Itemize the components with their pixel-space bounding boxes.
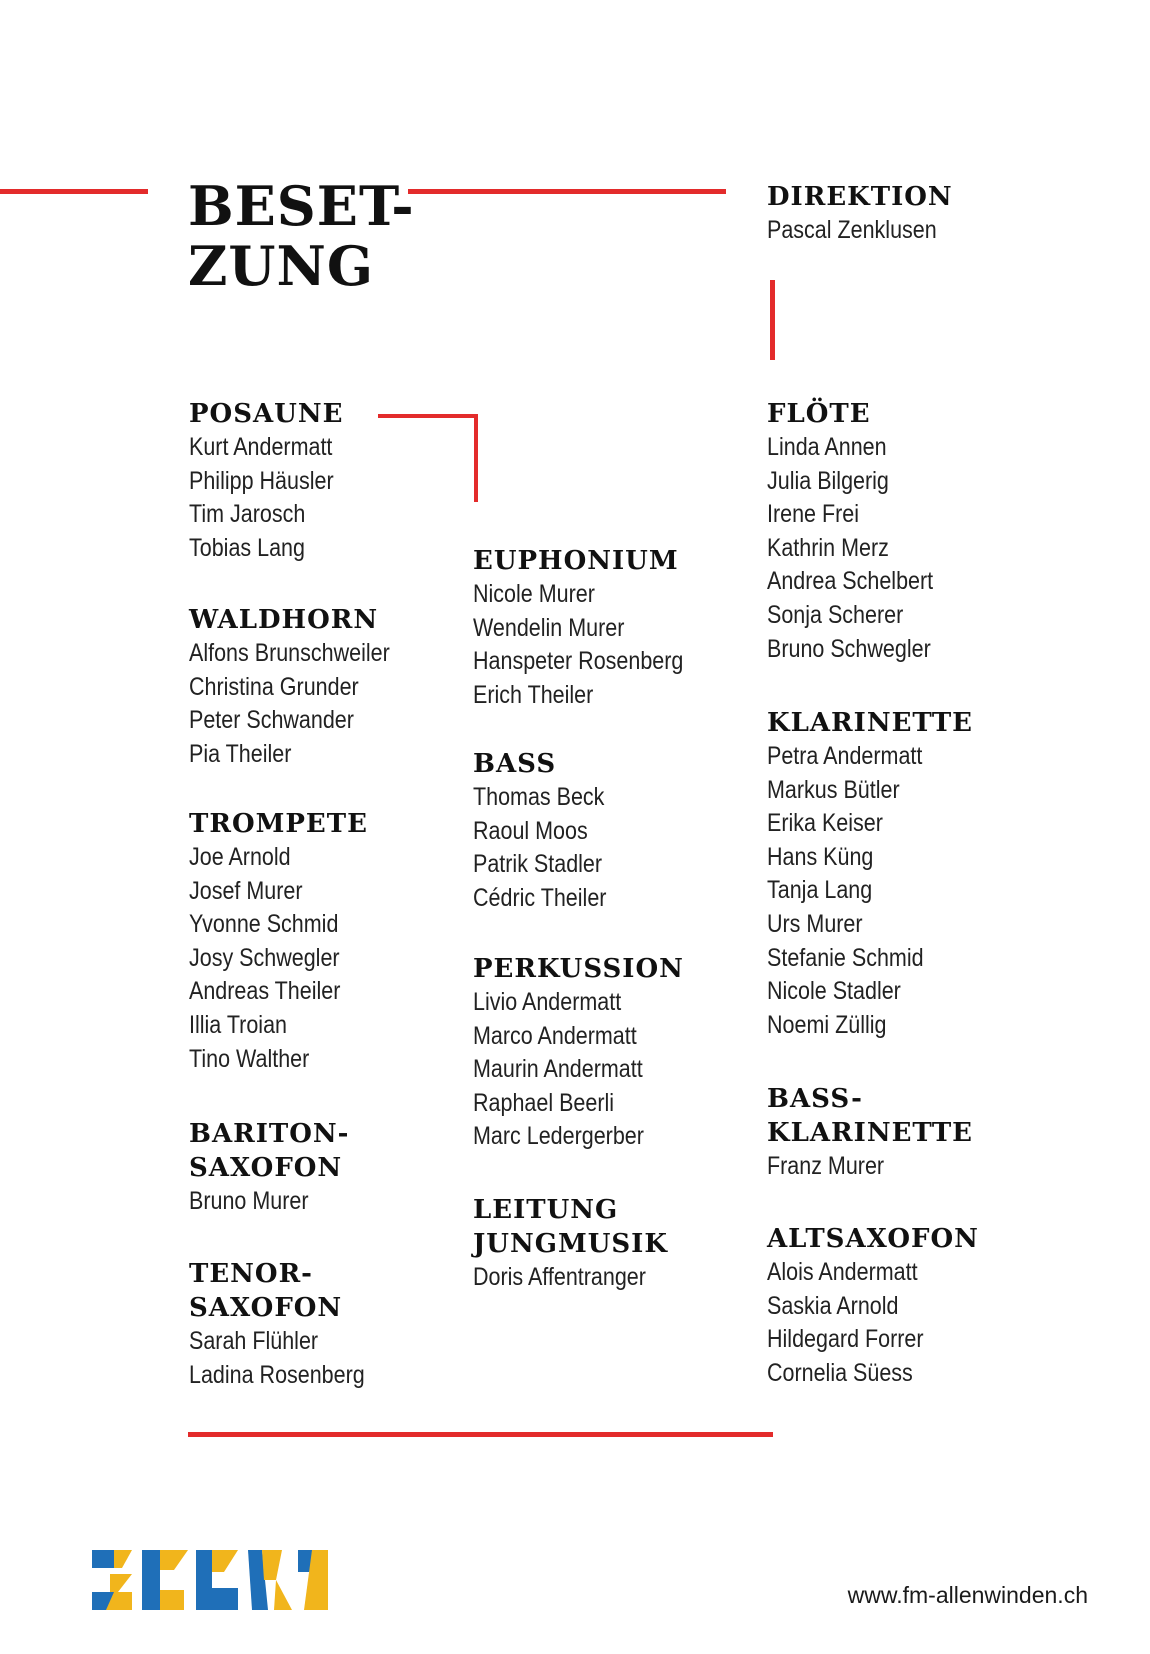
section-bassklarinette xyxy=(767,1082,973,1184)
member-name: Noemi Züllig xyxy=(767,1010,887,1039)
member-list xyxy=(473,986,684,1154)
member-list xyxy=(473,578,718,712)
section-heading xyxy=(189,1257,393,1325)
member-name: Tino Walther xyxy=(189,1044,310,1073)
member-name: Wendelin Murer xyxy=(473,613,625,642)
member-name: Josef Murer xyxy=(189,876,303,905)
member-name: Josy Schwegler xyxy=(189,943,340,972)
member-name: Illia Troian xyxy=(189,1010,287,1039)
member-name: Joe Arnold xyxy=(189,843,291,871)
member-name: Pascal Zenklusen xyxy=(767,216,937,244)
section-heading-line1: TENOR- xyxy=(189,1259,313,1289)
member-name: Pia Theiler xyxy=(189,739,292,768)
member-name: Urs Murer xyxy=(767,909,863,938)
section-heading: ALTSAXOFON xyxy=(767,1224,979,1254)
member-name: Erich Theiler xyxy=(473,680,594,709)
section-heading: EUPHONIUM xyxy=(473,546,679,576)
member-name: Hanspeter Rosenberg xyxy=(473,647,684,676)
member-name: Maurin Andermatt xyxy=(473,1055,643,1084)
member-name: Marco Andermatt xyxy=(473,1021,637,1050)
member-name: Thomas Beck xyxy=(473,783,605,811)
member-name: Livio Andermatt xyxy=(473,988,622,1016)
member-name: Bruno Murer xyxy=(189,1187,309,1215)
member-name: Tim Jarosch xyxy=(189,500,306,529)
section-posaune xyxy=(189,397,357,565)
red-rule-vertical-right xyxy=(770,280,775,360)
section-heading xyxy=(767,1082,973,1150)
member-name: Franz Murer xyxy=(767,1152,885,1180)
member-name: Andrea Schelbert xyxy=(767,567,934,596)
website-url: www.fm-allenwinden.ch xyxy=(847,1582,1088,1608)
red-rule-top-middle xyxy=(408,189,726,194)
member-name: Ladina Rosenberg xyxy=(189,1360,365,1389)
section-bass xyxy=(473,747,628,915)
page-title-line2: ZUNG xyxy=(188,234,374,298)
member-name: Saskia Arnold xyxy=(767,1291,899,1320)
section-heading: BASS xyxy=(473,749,557,779)
section-heading xyxy=(189,1117,349,1185)
section-baritonsaxofon xyxy=(189,1117,349,1219)
member-name: Hans Küng xyxy=(767,842,874,871)
member-name: Tobias Lang xyxy=(189,533,305,562)
logo-block xyxy=(212,1588,238,1610)
member-name: Kurt Andermatt xyxy=(189,433,333,461)
member-name: Julia Bilgerig xyxy=(767,466,889,495)
member-name: Sarah Flühler xyxy=(189,1327,319,1355)
red-rule-bottom xyxy=(188,1432,773,1437)
member-name: Alois Andermatt xyxy=(767,1258,918,1286)
section-heading: PERKUSSION xyxy=(473,954,684,984)
section-waldhorn xyxy=(189,603,422,771)
member-name: Cornelia Süess xyxy=(767,1358,913,1387)
section-heading: WALDHORN xyxy=(189,605,379,635)
section-heading-line2: JUNGMUSIK xyxy=(473,1229,668,1259)
section-heading-line1: LEITUNG xyxy=(473,1195,619,1225)
section-altsaxofon xyxy=(767,1222,979,1390)
member-list xyxy=(473,781,628,915)
member-name: Patrik Stadler xyxy=(473,850,603,879)
member-list xyxy=(189,1325,393,1392)
member-name: Andreas Theiler xyxy=(189,977,341,1006)
member-list xyxy=(767,431,960,666)
member-name: Sonja Scherer xyxy=(767,600,904,629)
logo-block xyxy=(142,1550,160,1610)
member-name: Peter Schwander xyxy=(189,706,354,735)
section-floete xyxy=(767,397,960,666)
member-name: Petra Andermatt xyxy=(767,742,923,770)
section-trompete xyxy=(189,807,368,1076)
logo-block xyxy=(110,1574,132,1592)
member-name: Raoul Moos xyxy=(473,816,588,845)
member-name: Irene Frei xyxy=(767,500,860,529)
section-direktion xyxy=(767,180,964,248)
member-name: Nicole Stadler xyxy=(767,977,901,1006)
logo-block xyxy=(160,1590,184,1610)
section-heading-line1: BARITON- xyxy=(189,1119,350,1149)
logo-block xyxy=(274,1580,292,1610)
member-name: Kathrin Merz xyxy=(767,533,889,562)
member-list xyxy=(189,1185,349,1219)
member-name: Markus Bütler xyxy=(767,775,900,804)
section-leitung-jungmusik xyxy=(473,1193,674,1295)
section-klarinette xyxy=(767,706,973,1042)
section-heading-line2: KLARINETTE xyxy=(767,1118,973,1148)
page-title xyxy=(188,176,415,296)
member-name: Bruno Schwegler xyxy=(767,634,931,663)
red-rule-top-left xyxy=(0,189,148,194)
section-heading: TROMPETE xyxy=(189,809,368,839)
member-name: Stefanie Schmid xyxy=(767,943,924,972)
section-heading xyxy=(473,1193,674,1261)
section-heading-line2: SAXOFON xyxy=(189,1293,343,1323)
member-name: Alfons Brunschweiler xyxy=(189,639,390,667)
section-heading-line2: SAXOFON xyxy=(189,1153,343,1183)
red-corner-horizontal xyxy=(378,414,478,418)
logo xyxy=(92,1550,328,1610)
logo-block xyxy=(212,1550,238,1572)
member-name: Doris Affentranger xyxy=(473,1263,646,1291)
member-name: Cédric Theiler xyxy=(473,883,607,912)
logo-block xyxy=(92,1550,114,1568)
member-name: Yvonne Schmid xyxy=(189,910,339,939)
member-name: Nicole Murer xyxy=(473,580,595,608)
member-name: Hildegard Forrer xyxy=(767,1325,924,1354)
member-name: Raphael Beerli xyxy=(473,1088,615,1117)
section-euphonium xyxy=(473,544,718,712)
member-list xyxy=(189,637,422,771)
member-list xyxy=(189,841,368,1076)
member-list xyxy=(189,431,357,565)
section-heading: POSAUNE xyxy=(189,399,344,429)
logo-block xyxy=(196,1550,212,1610)
section-heading: DIREKTION xyxy=(767,182,953,212)
member-list xyxy=(767,214,964,248)
member-name: Tanja Lang xyxy=(767,876,873,905)
section-tenorsaxofon xyxy=(189,1257,393,1392)
member-name: Linda Annen xyxy=(767,433,887,461)
section-perkussion xyxy=(473,952,684,1154)
red-corner-vertical xyxy=(474,414,478,502)
logo-block xyxy=(160,1550,188,1570)
member-list xyxy=(473,1261,674,1295)
section-heading: FLÖTE xyxy=(767,399,871,429)
member-name: Philipp Häusler xyxy=(189,466,334,495)
member-list xyxy=(767,740,973,1042)
member-name: Marc Ledergerber xyxy=(473,1122,644,1151)
logo-block xyxy=(262,1550,282,1580)
page-title-line1: BESET- xyxy=(188,174,415,238)
member-name: Christina Grunder xyxy=(189,672,359,701)
member-name: Erika Keiser xyxy=(767,809,883,838)
member-list xyxy=(767,1150,973,1184)
section-heading: KLARINETTE xyxy=(767,708,973,738)
member-list xyxy=(767,1256,979,1390)
section-heading-line1: BASS- xyxy=(767,1084,863,1114)
logo-block xyxy=(114,1550,132,1568)
